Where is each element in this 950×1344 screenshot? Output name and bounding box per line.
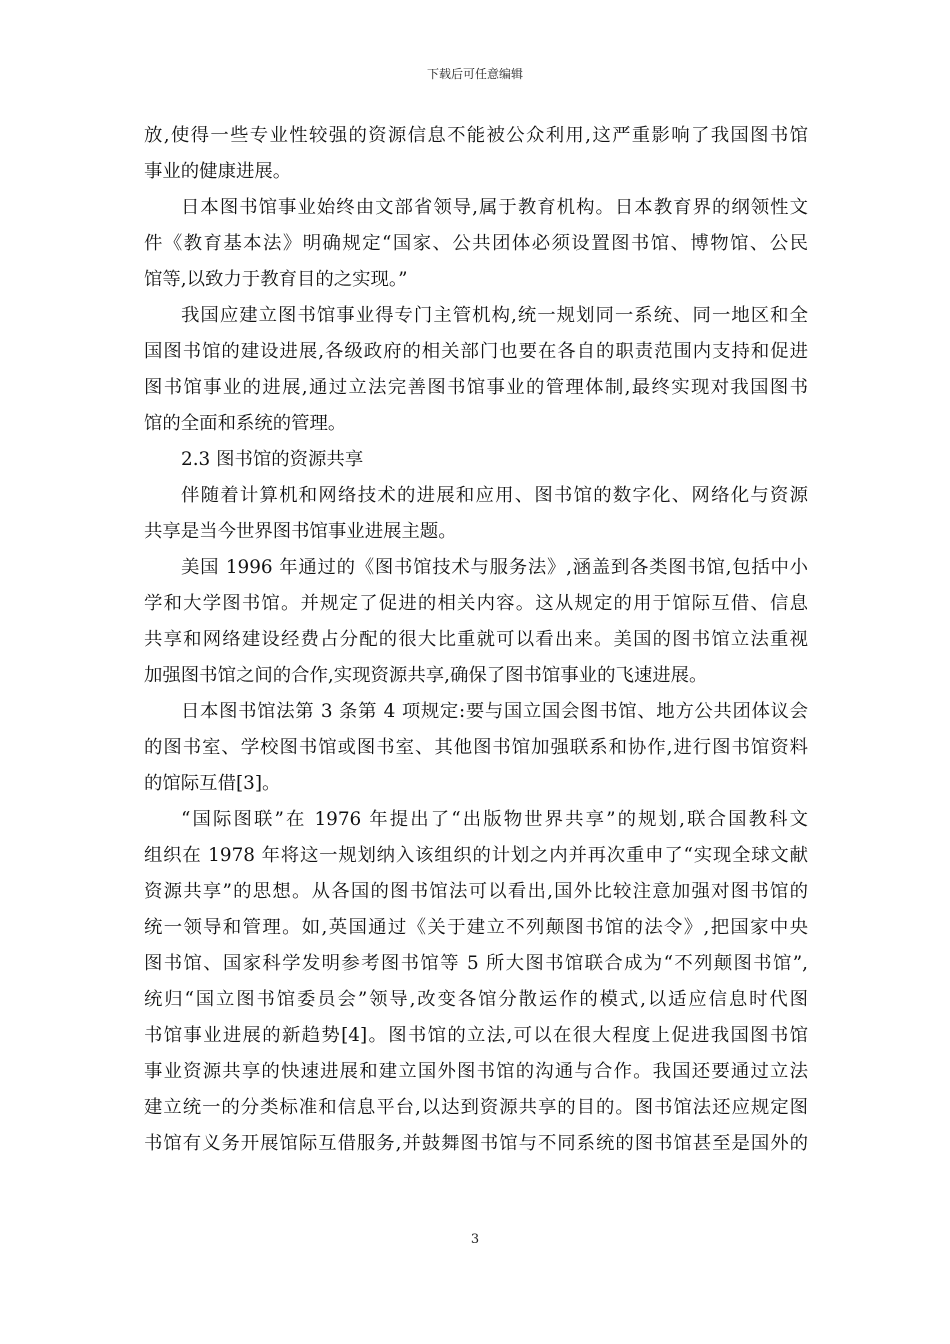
paragraph-first-line: 日本图书馆法第 3 条第 4 项规定:要与国立国会图书馆、地方公共团体议会: [181, 701, 808, 722]
text-line: 图书馆事业的进展,通过立法完善图书馆事业的管理体制,最终实现对我国图书: [144, 377, 808, 398]
text-line: 的馆际互借[3]。: [144, 773, 281, 794]
text-line: 馆的全面和系统的管理。: [144, 413, 347, 434]
text-line: 书馆事业进展的新趋势[4]。图书馆的立法,可以在很大程度上促进我国图书馆: [144, 1025, 808, 1046]
text-line: 资源共享”的思想。从各国的图书馆法可以看出,国外比较注意加强对图书馆的: [144, 881, 808, 902]
page-header: 下载后可任意编辑: [426, 67, 523, 81]
text-line: 事业的健康进展。: [144, 161, 292, 182]
text-line: 国图书馆的建设进展,各级政府的相关部门也要在各自的职责范围内支持和促进: [144, 341, 808, 362]
text-line: 馆等,以致力于教育目的之实现。”: [144, 269, 408, 290]
paragraph-first-line: 日本图书馆事业始终由文部省领导,属于教育机构。日本教育界的纲领性文: [181, 197, 808, 218]
text-line: 组织在 1978 年将这一规划纳入该组织的计划之内并再次重申了“实现全球文献: [144, 845, 808, 866]
body-text: [144, 118, 808, 1162]
text-line: 事业资源共享的快速进展和建立国外图书馆的沟通与合作。我国还要通过立法: [144, 1061, 808, 1082]
text-line: 共享是当今世界图书馆事业进展主题。: [144, 521, 457, 542]
text-line: 学和大学图书馆。并规定了促进的相关内容。这从规定的用于馆际互借、信息: [144, 593, 808, 614]
text-line: 统归“国立图书馆委员会”领导,改变各馆分散运作的模式,以适应信息时代图: [144, 989, 808, 1010]
text-line: 书馆有义务开展馆际互借服务,并鼓舞图书馆与不同系统的图书馆甚至是国外的: [144, 1133, 808, 1154]
paragraph-first-line: 美国 1996 年通过的《图书馆技术与服务法》,涵盖到各类图书馆,包括中小: [181, 557, 808, 578]
section-heading: 2.3 图书馆的资源共享: [181, 449, 364, 470]
text-line: 图书馆、国家科学发明参考图书馆等 5 所大图书馆联合成为“不列颠图书馆”,: [144, 953, 808, 974]
text-line: 加强图书馆之间的合作,实现资源共享,确保了图书馆事业的飞速进展。: [144, 665, 708, 686]
paragraph-first-line: “国际图联”在 1976 年提出了“出版物世界共享”的规划,联合国教科文: [181, 809, 808, 830]
text-line: 建立统一的分类标准和信息平台,以达到资源共享的目的。图书馆法还应规定图: [144, 1097, 808, 1118]
text-line: 的图书室、学校图书馆或图书室、其他图书馆加强联系和协作,进行图书馆资料: [144, 737, 808, 758]
paragraph-first-line: 伴随着计算机和网络技术的进展和应用、图书馆的数字化、网络化与资源: [181, 485, 808, 506]
page-number: 3: [470, 1232, 480, 1247]
text-line: 件《教育基本法》明确规定“国家、公共团体必须设置图书馆、博物馆、公民: [144, 233, 808, 254]
text-line: 放,使得一些专业性较强的资源信息不能被公众利用,这严重影响了我国图书馆: [144, 125, 808, 146]
paragraph-first-line: 我国应建立图书馆事业得专门主管机构,统一规划同一系统、同一地区和全: [181, 305, 808, 326]
text-line: 共享和网络建设经费占分配的很大比重就可以看出来。美国的图书馆立法重视: [144, 629, 808, 650]
text-line: 统一领导和管理。如,英国通过《关于建立不列颠图书馆的法令》,把国家中央: [144, 917, 808, 938]
